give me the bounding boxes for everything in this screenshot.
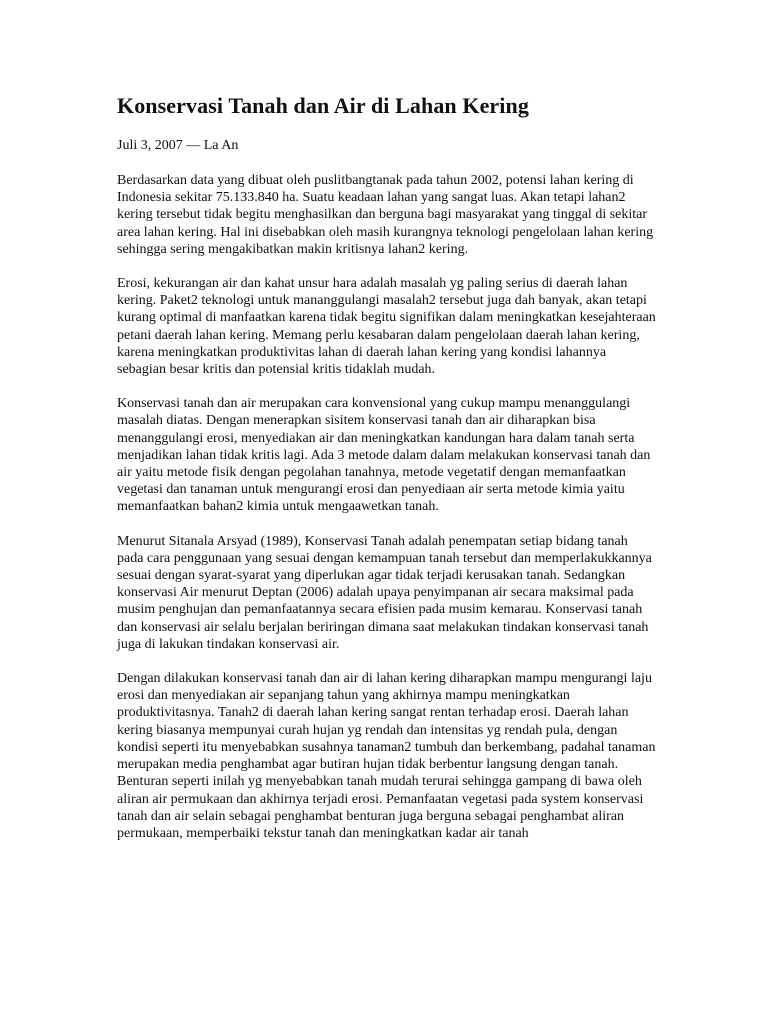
paragraph-5: Dengan dilakukan konservasi tanah dan air di lahan kering diharapkan mampu mengurangi laju erosi dan menyediakan air sepanjang tahun yang akhirnya mampu meningkatkan produktivitasnya. Tanah2 di daerah lahan kering sangat rentan terhadap erosi. Daerah lahan kering biasanya mempunyai curah hujan yg rendah dan intensitas yg rendah pula, dengan kondisi seperti itu menyebabkan susahnya tanaman2 tumbuh dan berkembang, padahal tanaman merupakan media penghambat agar butiran hujan tidak berbentur langsung dengan tanah. Benturan seperti inilah yg menyebabkan tanah mudah terurai sehingga gampang di bawa oleh aliran air permukaan dan akhirnya terjadi erosi. Pemanfaatan vegetasi pada system konservasi tanah dan air selain sebagai penghambat benturan juga berguna sebagai penghambat aliran permukaan, memperbaiki tekstur tanah dan meningkatkan kadar air tanah (117, 671, 656, 841)
paragraph-3: Konservasi tanah dan air merupakan cara konvensional yang cukup mampu menanggulangi masalah diatas. Dengan menerapkan sisitem konservasi tanah dan air diharapkan bisa menanggulangi erosi, menyediakan air dan meningkatkan kandungan hara dalam tanah serta menjadikan lahan tidak kritis lagi. Ada 3 metode dalam dalam melakukan konservasi tanah dan air yaitu metode fisik dengan pegolahan tanahnya, metode vegetatif dengan memanfaatkan vegetasi dan tanaman untuk mengurangi erosi dan penyediaan air serta metode kimia yaitu memanfaatkan bahan2 kimia untuk mengaawetkan tanah. (117, 396, 651, 515)
article-title: Konservasi Tanah dan Air di Lahan Kering (117, 93, 529, 118)
paragraph-4: Menurut Sitanala Arsyad (1989), Konservasi Tanah adalah penempatan setiap bidang tanah pada cara penggunaan yang sesuai dengan kemampuan tanah tersebut dan memperlakukkannya sesuai dengan syarat-syarat yang diperlukan agar tidak terjadi kerusakan tanah. Sedangkan konservasi Air menurut Deptan (2006) adalah upaya penyimpanan air secara maksimal pada musim penghujan dan pemanfaatannya secara efisien pada musim kemarau. Konservasi tanah dan konservasi air selalu berjalan beriringan dimana saat melakukan tindakan konservasi tanah juga di lakukan tindakan konservasi air. (117, 533, 652, 652)
paragraph-1: Berdasarkan data yang dibuat oleh puslitbangtanak pada tahun 2002, potensi lahan kering di Indonesia sekitar 75.133.840 ha. Suatu keadaan lahan yang sangat luas. Akan tetapi lahan2 kering tersebut tidak begitu menghasilkan dan berguna bagi masyarakat yang tinggal di sekitar area lahan kering. Hal ini disebabkan oleh masih kurangnya teknologi pengelolaan lahan kering sehingga sering mengakibatkan makin kritisnya lahan2 kering. (117, 173, 654, 257)
paragraph-2: Erosi, kekurangan air dan kahat unsur hara adalah masalah yg paling serius di daerah lahan kering. Paket2 teknologi untuk mananggulangi masalah2 tersebut juga dah banyak, akan tetapi kurang optimal di manfaatkan karena tidak begitu signifikan dalam meningkatkan kesejahteraan petani daerah lahan kering. Memang perlu kesabaran dalam pengelolaan daerah lahan kering, karena meningkatkan produktivitas lahan di daerah lahan kering yang kondisi lahannya sebagian besar kritis dan potensial kritis tidaklah mudah. (117, 276, 656, 378)
document-page (117, 92, 657, 859)
article-meta: Juli 3, 2007 — La An (117, 138, 239, 153)
